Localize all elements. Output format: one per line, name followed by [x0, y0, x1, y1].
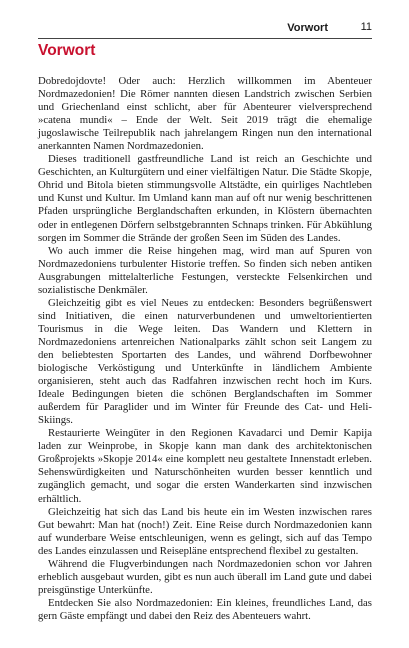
chapter-title: Vorwort — [38, 42, 96, 59]
running-header-section: Vorwort — [287, 22, 328, 34]
paragraph-2: Dieses traditionell gastfreundliche Land ist reich an Geschichte und Geschichten, an Kulturgütern und einer vielfältigen Natur. Die Städte Skopje, Ohrid und Bitola bieten stimmungsvolle Altstädte, ein quirliges Nachtleben und Kunst und Kultur. Im Umland kann man auf oft nur wenig beschrittenen Pfaden ursprüngliche Berglandschaften erkunden, in Klöstern übernachten oder in entlegenen Dörfern selbstgebrannten Schnaps trinken. Für Abkühlung sorgen im Sommer die Strände der großen Seen im Süden des Landes. — [38, 153, 372, 244]
paragraph-3: Wo auch immer die Reise hingehen mag, wird man auf Spuren von Nordmazedoniens turbulenter Historie treffen. So finden sich neben antiken Ausgrabungen mittelalterliche Festungen, versteckte Felsenkirchen und sozialistische Denkmäler. — [38, 244, 372, 296]
paragraph-7: Während die Flugverbindungen nach Nordmazedonien schon vor Jahren erheblich ausgebaut wurden, gibt es nun auch überall im Land gute und dabei preisgünstige Unterkünfte. — [38, 557, 372, 596]
paragraph-4: Gleichzeitig gibt es viel Neues zu entdecken: Besonders begrüßenswert sind Initiativen, die einen naturverbundenen und umweltorientierten Tourismus in die Wege leiten. Das Wandern und Klettern in Nordmazedoniens artenreichen Nationalparks zählt schon seit Langem zu den beliebtesten Sportarten des Landes, und während Dorfbewohner biologische Verköstigung und Unterkünfte in ländlichem Ambiente organisieren, steht auch das Radfahren inzwischen recht hoch im Kurs. Ideale Bedingungen bieten die schönen Berglandschaften im Sommer außerdem für Paraglider und im Winter für Freunde des Cat- und Heli-Skiings. — [38, 296, 372, 427]
paragraph-1: Dobredojdovte! Oder auch: Herzlich willkommen im Abenteuer Nordmazedonien! Die Römer nannten diesen Landstrich zwischen Serbien und Griechenland einst schlicht, aber für Abenteurer vielversprechend »catena mundi« – Ende der Welt. Seit 2019 trägt die ehemalige jugoslawische Teilrepublik nach jahrelangem Ringen nun den international anerkannten Namen Nordmazedonien. — [38, 75, 372, 153]
paragraph-6: Gleichzeitig hat sich das Land bis heute ein im Westen inzwischen rares Gut bewahrt: Man hat (noch!) Zeit. Eine Reise durch Nordmazedonien kann auf wunderbare Weise entschleunigen, wenn es gelingt, sich auf das Tempo des Landes einzulassen und Reisepläne entsprechend flexibel zu gestalten. — [38, 505, 372, 557]
paragraph-5: Restaurierte Weingüter in den Regionen Kavadarci und Demir Kapija laden zur Weinprobe, in Skopje kann man dank des architektonischen Großprojekts »Skopje 2014« eine komplett neu gestaltete Innenstadt erleben. Sehenswürdigkeiten und Naturschönheiten wurden besser kenntlich und zugänglich gemacht, und sogar die ersten Wanderkarten sind inzwischen erhältlich. — [38, 427, 372, 505]
page-number: 11 — [360, 21, 372, 33]
paragraph-8: Entdecken Sie also Nordmazedonien: Ein kleines, freundliches Land, das gern Gäste empfängt und dabei den Reiz des Abenteuers wahrt. — [38, 596, 372, 622]
running-header — [38, 20, 372, 39]
body-text — [38, 75, 372, 623]
